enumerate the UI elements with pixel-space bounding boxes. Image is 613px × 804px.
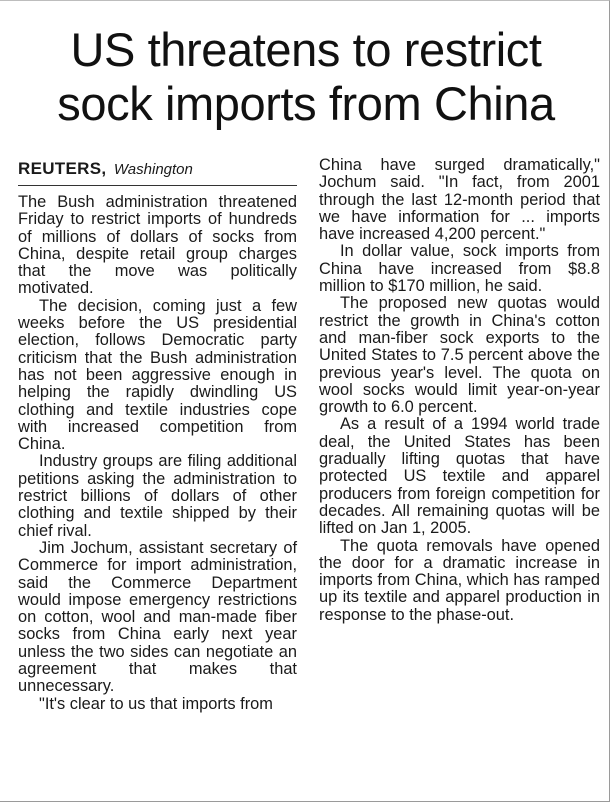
headline-line-1: US threatens to restrict	[70, 23, 542, 76]
byline-agency: REUTERS,	[18, 159, 107, 178]
paragraph: The Bush administration threatened Friday to restrict imports of hundreds of millions of dollars of socks from China, despite retail group charges that the move was politically motivated.	[18, 193, 297, 298]
byline-divider	[18, 185, 297, 186]
article-column-right	[319, 157, 600, 624]
paragraph: Jim Jochum, assistant secretary of Commerce for import administration, said the Commerce Department would impose emergency restrictions on cotton, wool and man-made fiber socks from China early next year unless the two sides can negotiate an agreement that makes that unnecessary.	[18, 538, 297, 696]
headline-line-2: sock imports from China	[57, 77, 555, 130]
article-column-left	[18, 157, 297, 713]
paragraph: Industry groups are filing additional petitions asking the administration to restrict billions of dollars of other clothing and textile shipped by their chief rival.	[18, 452, 297, 540]
paragraph: The quota removals have opened the door for a dramatic increase in imports from China, which has ramped up its textile and apparel production in response to the phase-out.	[319, 536, 600, 624]
paragraph: In dollar value, sock imports from China have increased from $8.8 million to $170 million, he said.	[319, 242, 600, 296]
headline	[10, 23, 602, 131]
paragraph: As a result of a 1994 world trade deal, the United States has been gradually lifting quotas that have protected US textile and apparel producers from foreign competition for decades. All remaining quotas will be lifted on Jan 1, 2005.	[319, 415, 600, 538]
paragraph: "It's clear to us that imports from	[39, 694, 273, 713]
byline-location: Washington	[113, 161, 193, 178]
paragraph: The decision, coming just a few weeks before the US presidential election, follows Democratic party criticism that the Bush administration has not been aggressive enough in helping the rapidly dwindling US clothing and textile industries cope with increased competition from China.	[18, 296, 297, 454]
paragraph: The proposed new quotas would restrict the growth in China's cotton and man-fiber sock exports to the United States to 7.5 percent above the previous year's level. The quota on wool socks would limit year-on-year growth to 6.0 percent.	[319, 294, 600, 417]
byline	[18, 157, 297, 181]
paragraph-continued: China have surged dramatically," Jochum said. "In fact, from 2001 through the last 12-month period that we have information for ... imports have increased 4,200 percent."	[319, 156, 600, 244]
